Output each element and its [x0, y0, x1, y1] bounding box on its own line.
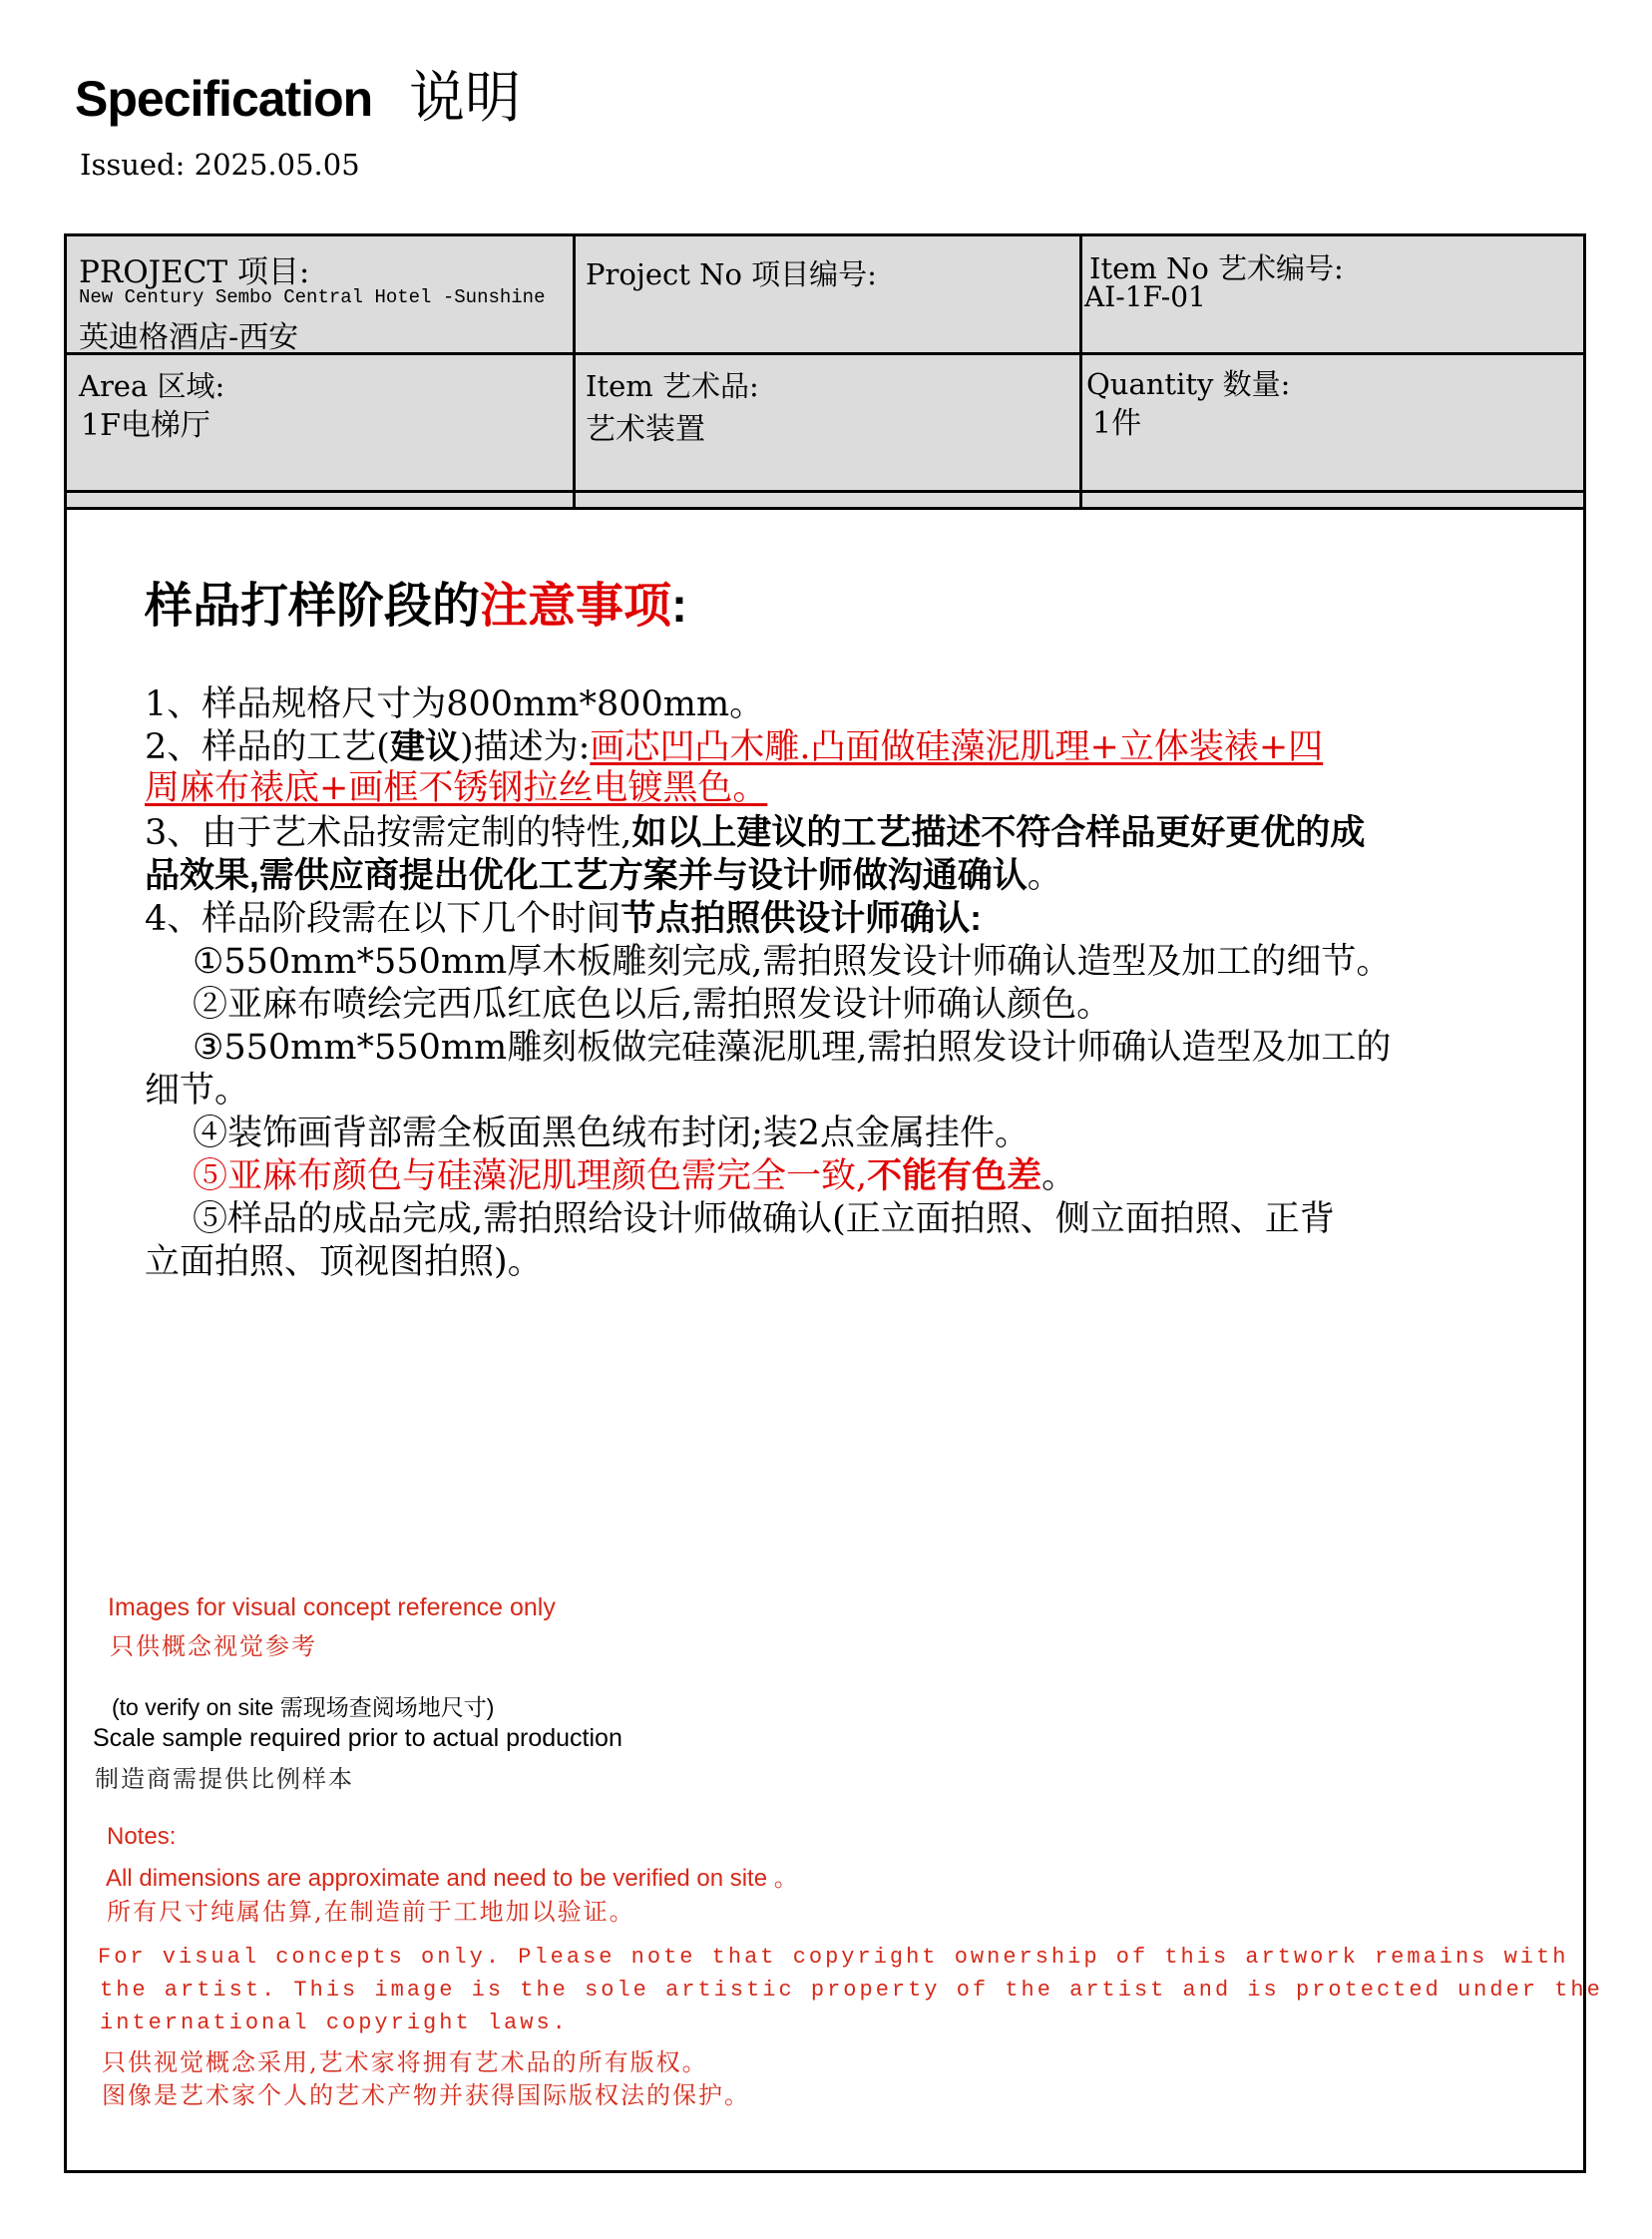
step-3-cont: 细节。 [145, 1071, 250, 1111]
note-line-3 [145, 812, 1365, 854]
step-6-cont: 立面拍照、顶视图拍照)。 [145, 1242, 543, 1282]
table-divider [1079, 236, 1082, 507]
verify-note: (to verify on site 需现场查阅场地尺寸) [112, 1694, 495, 1720]
scale-note-en: Scale sample required prior to actual production [93, 1724, 622, 1752]
note-line-2-bold: 建议 [389, 727, 460, 766]
ref-note-cn: 只供概念视觉参考 [110, 1632, 317, 1660]
notes-label: Notes: [107, 1823, 177, 1850]
issued-date: Issued: 2025.05.05 [80, 148, 360, 182]
step-2: ②亚麻布喷绘完西瓜红底色以后,需拍照发设计师确认颜色。 [193, 985, 1112, 1025]
note-line-2-red-cont: 周麻布裱底+画框不锈钢拉丝电镀黑色。 [145, 768, 768, 808]
copyright-cn-1: 只供视觉概念采用,艺术家将拥有艺术品的所有版权。 [102, 2048, 708, 2076]
copyright-cn-2: 图像是艺术家个人的艺术产物并获得国际版权法的保护。 [102, 2081, 750, 2109]
notes-heading [145, 567, 687, 636]
heading-red: 注意事项 [480, 580, 672, 633]
note-line-2-red: 画芯凹凸木雕.凸面做硅藻泥肌理+立体装裱+四 [590, 727, 1324, 767]
table-divider [573, 236, 576, 507]
note-line-3-bold: 如以上建议的工艺描述不符合样品更好更优的成 [631, 813, 1366, 852]
copyright-line-3: international copyright laws. [100, 2011, 569, 2035]
step-1: ①550mm*550mm厚木板雕刻完成,需拍照发设计师确认造型及加工的细节。 [193, 942, 1392, 982]
note-line-3-bold-cont: 品效果,需供应商提出优化工艺方案并与设计师做沟通确认 [145, 856, 1028, 895]
note-line-3-end: 。 [1027, 856, 1062, 896]
copyright-line-2: the artist. This image is the sole artistic property of the artist and is protected under the [100, 1978, 1603, 2003]
project-info-table [64, 233, 1586, 510]
quantity-label: Quantity 数量: [1086, 367, 1291, 401]
heading-black: 样品打样阶段的 [145, 580, 481, 633]
step-5-end: 。 [1041, 1156, 1077, 1196]
note-line-2-cont [145, 767, 767, 809]
note-line-2-prefix: 2、样品的工艺( [145, 727, 390, 767]
item-no-label: Item No 艺术编号: [1089, 251, 1344, 285]
project-name-en: New Century Sembo Central Hotel -Sunshine [79, 286, 546, 308]
item-value: 艺术装置 [586, 412, 705, 447]
copyright-line-1: For visual concepts only. Please note that copyright ownership of this artwork remains with [98, 1945, 1569, 1970]
area-value: 1F电梯厅 [81, 408, 210, 443]
step-6: ⑤样品的成品完成,需拍照给设计师做确认(正立面拍照、侧立面拍照、正背 [193, 1199, 1335, 1239]
note-line-4-prefix: 4、样品阶段需在以下几个时间 [145, 899, 621, 939]
dims-note-cn: 所有尺寸纯属估算,在制造前于工地加以验证。 [107, 1898, 635, 1926]
item-label: Item 艺术品: [586, 369, 759, 403]
project-name-cn: 英迪格酒店-西安 [79, 320, 299, 355]
area-label: Area 区域: [79, 369, 225, 403]
note-line-3-cont [145, 855, 1062, 897]
table-divider [67, 490, 1583, 493]
item-no-value: AI-1F-01 [1084, 280, 1206, 313]
step-4: ④装饰画背部需全板面黑色绒布封闭;装2点金属挂件。 [193, 1114, 1031, 1153]
heading-colon: : [671, 580, 688, 633]
note-line-4 [145, 898, 982, 940]
note-line-4-bold: 节点拍照供设计师确认: [620, 899, 982, 938]
note-line-1: 1、样品规格尺寸为800mm*800mm。 [145, 684, 765, 724]
note-line-2-mid: )描述为: [459, 727, 591, 767]
note-line-3-prefix: 3、由于艺术品按需定制的特性, [145, 813, 632, 853]
project-label: PROJECT 项目: [79, 254, 310, 290]
project-no-label: Project No 项目编号: [586, 257, 877, 291]
step-5-bold: 不能有色差 [867, 1156, 1042, 1195]
quantity-value: 1件 [1092, 406, 1142, 441]
step-5-red: ⑤亚麻布颜色与硅藻泥肌理颜色需完全一致, [193, 1156, 868, 1196]
step-3: ③550mm*550mm雕刻板做完硅藻泥肌理,需拍照发设计师确认造型及加工的 [193, 1028, 1392, 1068]
note-line-2 [145, 726, 1323, 768]
page-title-cn: 说明 [409, 66, 521, 131]
step-5 [193, 1155, 1076, 1197]
scale-note-cn: 制造商需提供比例样本 [95, 1765, 354, 1793]
page-title: Specification [75, 71, 373, 127]
dims-note-en: All dimensions are approximate and need to be verified on site 。 [106, 1865, 798, 1892]
ref-note-en: Images for visual concept reference only [108, 1593, 556, 1621]
